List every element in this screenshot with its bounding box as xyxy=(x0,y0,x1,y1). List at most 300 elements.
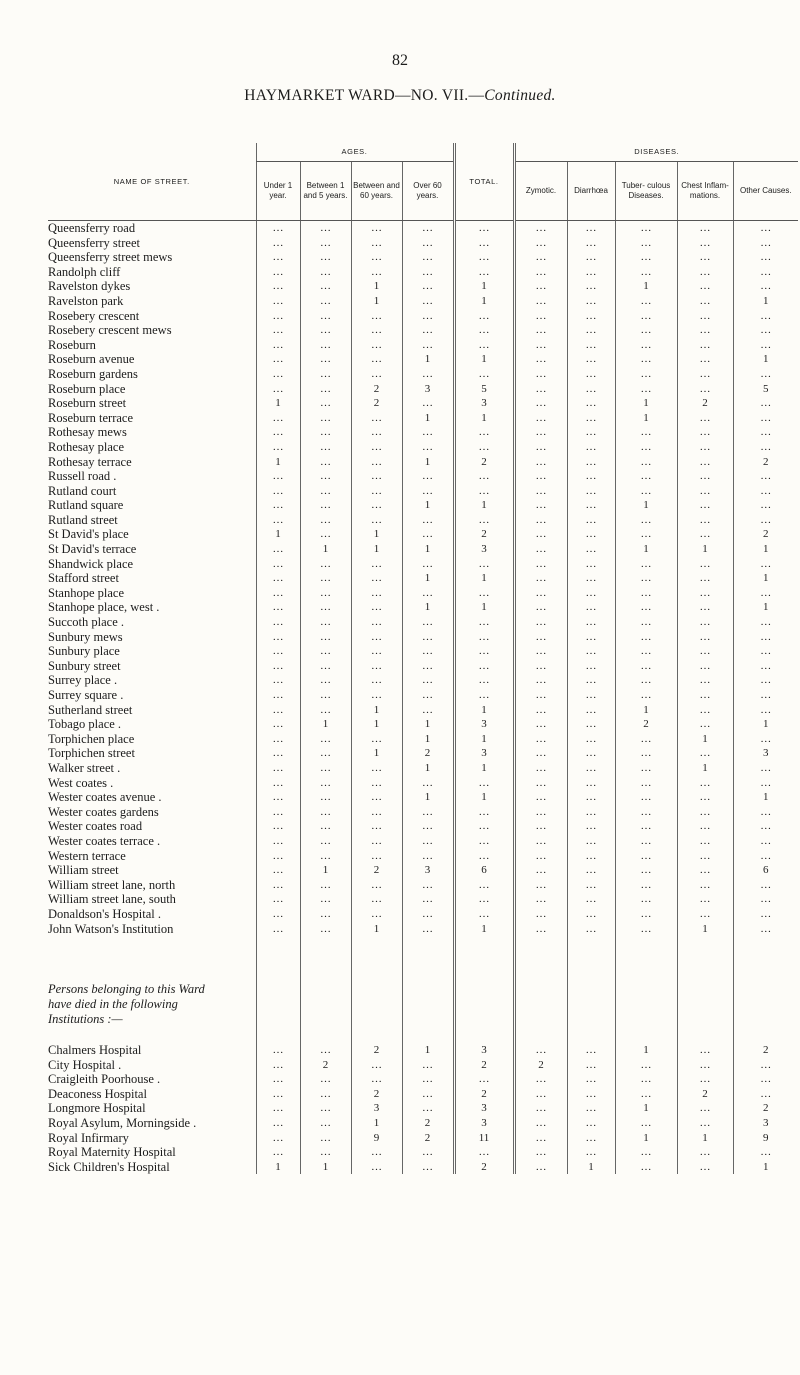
over-60-cell: … xyxy=(402,907,454,922)
zymotic-cell: … xyxy=(514,279,567,294)
street-row xyxy=(48,907,798,922)
total-cell: … xyxy=(454,1145,514,1160)
institution-row xyxy=(48,1160,798,1175)
tubercular-cell: 1 xyxy=(615,396,677,411)
between-5-60-cell: 1 xyxy=(351,746,402,761)
diarrhoea-cell: … xyxy=(567,571,615,586)
chest-cell: … xyxy=(677,469,733,484)
diarrhoea-cell: … xyxy=(567,1101,615,1116)
zymotic-cell: … xyxy=(514,586,567,601)
tubercular-cell: … xyxy=(615,1072,677,1087)
chest-header: Chest Inflam- mations. xyxy=(677,162,733,221)
other-causes-cell: 1 xyxy=(733,717,798,732)
total-cell: … xyxy=(454,805,514,820)
street-row-name-text: Western terrace xyxy=(48,848,126,863)
diarrhoea-cell: … xyxy=(567,1043,615,1058)
other-causes-cell: … xyxy=(733,250,798,265)
over-60-header: Over 60 years. xyxy=(402,162,454,221)
institutions-heading-text: have died in the following xyxy=(48,997,178,1012)
under-1-cell: … xyxy=(256,425,300,440)
total-cell: 2 xyxy=(454,527,514,542)
total-cell: … xyxy=(454,819,514,834)
zymotic-cell: … xyxy=(514,382,567,397)
under-1-cell: 1 xyxy=(256,1160,300,1175)
over-60-cell: … xyxy=(402,323,454,338)
total-cell: … xyxy=(454,221,514,236)
street-row xyxy=(48,294,798,309)
zymotic-cell: … xyxy=(514,790,567,805)
street-row-name-text: Wester coates terrace . xyxy=(48,833,161,848)
street-row-name xyxy=(48,250,256,265)
other-causes-cell: … xyxy=(733,805,798,820)
street-row-name xyxy=(48,892,256,907)
diarrhoea-cell: … xyxy=(567,790,615,805)
street-row-name-text: St David's terrace xyxy=(48,542,137,557)
tubercular-cell: … xyxy=(615,746,677,761)
chest-cell: 1 xyxy=(677,1131,733,1146)
total-cell: 3 xyxy=(454,1116,514,1131)
other-causes-cell: 1 xyxy=(733,352,798,367)
chest-cell: … xyxy=(677,688,733,703)
chest-cell: … xyxy=(677,863,733,878)
street-row xyxy=(48,571,798,586)
total-cell: … xyxy=(454,367,514,382)
over-60-cell: … xyxy=(402,527,454,542)
diarrhoea-cell: … xyxy=(567,323,615,338)
between-1-5-cell: … xyxy=(300,498,351,513)
over-60-cell: 3 xyxy=(402,382,454,397)
institution-row xyxy=(48,1116,798,1131)
street-row-name xyxy=(48,630,256,645)
over-60-cell: … xyxy=(402,688,454,703)
zymotic-cell: … xyxy=(514,922,567,937)
total-cell: … xyxy=(454,892,514,907)
under-1-cell: … xyxy=(256,484,300,499)
institution-row xyxy=(48,1101,798,1116)
tubercular-cell: … xyxy=(615,644,677,659)
diarrhoea-cell: … xyxy=(567,688,615,703)
street-row xyxy=(48,615,798,630)
diarrhoea-cell: … xyxy=(567,1087,615,1102)
institutions-heading-line xyxy=(48,997,798,1012)
between-1-5-cell: 1 xyxy=(300,863,351,878)
other-causes-cell: 1 xyxy=(733,790,798,805)
street-row xyxy=(48,834,798,849)
chest-cell: … xyxy=(677,338,733,353)
chest-cell: … xyxy=(677,849,733,864)
zymotic-cell: … xyxy=(514,805,567,820)
under-1-cell: … xyxy=(256,878,300,893)
chest-cell: … xyxy=(677,1116,733,1131)
diarrhoea-cell: … xyxy=(567,878,615,893)
under-1-cell: 1 xyxy=(256,455,300,470)
street-row xyxy=(48,805,798,820)
other-causes-cell: … xyxy=(733,513,798,528)
chest-cell: … xyxy=(677,557,733,572)
institutions-heading-line xyxy=(48,1012,798,1027)
total-cell: … xyxy=(454,513,514,528)
total-cell: 1 xyxy=(454,732,514,747)
street-row xyxy=(48,659,798,674)
street-row-name-text: Roseburn street xyxy=(48,396,127,411)
street-row-name-text: Torphichen place xyxy=(48,731,135,746)
zymotic-cell: … xyxy=(514,630,567,645)
street-row-name-text: Surrey place . xyxy=(48,673,118,688)
zymotic-header: Zymotic. xyxy=(514,162,567,221)
institution-row-name xyxy=(48,1072,256,1087)
between-1-5-cell: … xyxy=(300,513,351,528)
chest-cell: … xyxy=(677,630,733,645)
chest-cell: … xyxy=(677,834,733,849)
zymotic-cell: … xyxy=(514,776,567,791)
institution-row-name-text: Sick Children's Hospital xyxy=(48,1159,170,1174)
between-5-60-cell: 2 xyxy=(351,1087,402,1102)
between-5-60-cell: … xyxy=(351,221,402,236)
street-row xyxy=(48,469,798,484)
diarrhoea-cell: … xyxy=(567,411,615,426)
street-row-name xyxy=(48,761,256,776)
chest-cell: 1 xyxy=(677,761,733,776)
between-1-5-cell: … xyxy=(300,849,351,864)
under-1-cell: … xyxy=(256,513,300,528)
diarrhoea-cell: … xyxy=(567,513,615,528)
over-60-cell: … xyxy=(402,703,454,718)
under-1-cell: … xyxy=(256,892,300,907)
tubercular-cell: 1 xyxy=(615,498,677,513)
total-cell: 1 xyxy=(454,571,514,586)
between-5-60-cell: … xyxy=(351,236,402,251)
zymotic-cell: … xyxy=(514,849,567,864)
over-60-cell: … xyxy=(402,922,454,937)
street-row-name xyxy=(48,673,256,688)
under-1-cell: … xyxy=(256,834,300,849)
street-row-name xyxy=(48,571,256,586)
between-5-60-cell: … xyxy=(351,571,402,586)
street-row xyxy=(48,279,798,294)
street-row-name xyxy=(48,586,256,601)
institution-row-name-text: Longmore Hospital xyxy=(48,1101,146,1116)
tubercular-cell: … xyxy=(615,732,677,747)
under-1-cell: … xyxy=(256,557,300,572)
tubercular-cell: … xyxy=(615,863,677,878)
total-header: TOTAL. xyxy=(454,143,514,221)
between-1-5-cell: … xyxy=(300,411,351,426)
tubercular-cell: … xyxy=(615,455,677,470)
street-row-name xyxy=(48,819,256,834)
under-1-cell: … xyxy=(256,1131,300,1146)
between-5-60-cell: 1 xyxy=(351,527,402,542)
chest-cell: … xyxy=(677,1072,733,1087)
street-row-name-text: Sunbury place xyxy=(48,644,120,659)
under-1-cell: 1 xyxy=(256,527,300,542)
total-cell: … xyxy=(454,338,514,353)
street-row-name xyxy=(48,644,256,659)
over-60-cell: … xyxy=(402,221,454,236)
total-cell: … xyxy=(454,265,514,280)
zymotic-cell: … xyxy=(514,1043,567,1058)
tubercular-cell: … xyxy=(615,615,677,630)
institution-row-name xyxy=(48,1145,256,1160)
between-5-60-cell: 3 xyxy=(351,1101,402,1116)
total-cell: 2 xyxy=(454,1087,514,1102)
between-1-5-cell: … xyxy=(300,922,351,937)
total-cell: 6 xyxy=(454,863,514,878)
other-causes-cell: … xyxy=(733,834,798,849)
between-1-5-cell: … xyxy=(300,469,351,484)
zymotic-cell: … xyxy=(514,644,567,659)
tubercular-cell: … xyxy=(615,922,677,937)
between-1-5-cell: … xyxy=(300,1116,351,1131)
total-cell: … xyxy=(454,688,514,703)
chest-cell: … xyxy=(677,484,733,499)
under-1-cell: … xyxy=(256,673,300,688)
zymotic-cell: … xyxy=(514,323,567,338)
street-row xyxy=(48,411,798,426)
diarrhoea-cell: … xyxy=(567,644,615,659)
chest-cell: … xyxy=(677,746,733,761)
between-5-60-cell: … xyxy=(351,630,402,645)
other-causes-cell: … xyxy=(733,498,798,513)
zymotic-cell: … xyxy=(514,513,567,528)
total-cell: 3 xyxy=(454,746,514,761)
under-1-cell: … xyxy=(256,236,300,251)
total-cell: … xyxy=(454,615,514,630)
between-1-5-cell: … xyxy=(300,1043,351,1058)
between-5-60-cell: … xyxy=(351,659,402,674)
between-1-5-cell: … xyxy=(300,878,351,893)
between-1-5-cell: … xyxy=(300,484,351,499)
under-1-cell: … xyxy=(256,411,300,426)
other-causes-cell: 1 xyxy=(733,600,798,615)
between-1-5-cell: … xyxy=(300,630,351,645)
other-causes-cell: … xyxy=(733,279,798,294)
street-row-name-text: Rosebery crescent xyxy=(48,308,140,323)
between-5-60-cell: 1 xyxy=(351,294,402,309)
street-row xyxy=(48,863,798,878)
over-60-cell: … xyxy=(402,1145,454,1160)
tubercular-cell: … xyxy=(615,878,677,893)
diarrhoea-cell: … xyxy=(567,542,615,557)
chest-cell: 2 xyxy=(677,1087,733,1102)
diarrhoea-cell: … xyxy=(567,367,615,382)
total-cell: … xyxy=(454,673,514,688)
other-causes-cell: … xyxy=(733,309,798,324)
street-row-name xyxy=(48,236,256,251)
diarrhoea-cell: … xyxy=(567,907,615,922)
between-5-60-cell: 1 xyxy=(351,703,402,718)
over-60-cell: 1 xyxy=(402,571,454,586)
total-cell: 1 xyxy=(454,294,514,309)
between-5-60-cell: … xyxy=(351,907,402,922)
street-row-name xyxy=(48,265,256,280)
street-row-name-text: Roseburn gardens xyxy=(48,366,138,381)
other-causes-cell: 5 xyxy=(733,382,798,397)
ages-header: AGES. xyxy=(256,143,454,162)
other-causes-cell: … xyxy=(733,236,798,251)
chest-cell: 2 xyxy=(677,396,733,411)
other-causes-cell: … xyxy=(733,1087,798,1102)
between-5-60-cell: … xyxy=(351,498,402,513)
street-row-name xyxy=(48,703,256,718)
street-row xyxy=(48,630,798,645)
institution-row-name-text: Royal Infirmary xyxy=(48,1130,129,1145)
between-5-60-cell: … xyxy=(351,790,402,805)
street-row-name xyxy=(48,878,256,893)
zymotic-cell: … xyxy=(514,265,567,280)
under-1-cell: … xyxy=(256,440,300,455)
other-causes-cell: 6 xyxy=(733,863,798,878)
tubercular-cell: 1 xyxy=(615,542,677,557)
between-1-5-cell: … xyxy=(300,892,351,907)
zymotic-cell: … xyxy=(514,527,567,542)
street-row xyxy=(48,542,798,557)
street-row-name-text: Russell road . xyxy=(48,469,117,484)
diarrhoea-cell: … xyxy=(567,498,615,513)
between-1-5-cell: … xyxy=(300,600,351,615)
under-1-cell: … xyxy=(256,1072,300,1087)
chest-cell: … xyxy=(677,527,733,542)
between-5-60-cell: … xyxy=(351,455,402,470)
other-causes-cell: … xyxy=(733,922,798,937)
chest-cell: 1 xyxy=(677,542,733,557)
street-row-name-text: Stanhope place xyxy=(48,585,125,600)
between-1-5-cell: … xyxy=(300,1145,351,1160)
other-causes-cell: … xyxy=(733,673,798,688)
between-1-5-cell: 1 xyxy=(300,717,351,732)
zymotic-cell: … xyxy=(514,878,567,893)
street-row-name-text: Wester coates gardens xyxy=(48,804,159,819)
total-cell: … xyxy=(454,469,514,484)
total-cell: … xyxy=(454,323,514,338)
street-row-name xyxy=(48,484,256,499)
under-1-cell: … xyxy=(256,630,300,645)
between-1-5-cell: … xyxy=(300,1087,351,1102)
over-60-cell: … xyxy=(402,849,454,864)
total-cell: 1 xyxy=(454,279,514,294)
between-5-60-cell: … xyxy=(351,761,402,776)
institution-row-name xyxy=(48,1087,256,1102)
diarrhoea-cell: … xyxy=(567,703,615,718)
under-1-cell: … xyxy=(256,746,300,761)
under-1-cell: … xyxy=(256,352,300,367)
tubercular-cell: 1 xyxy=(615,1101,677,1116)
under-1-cell: … xyxy=(256,688,300,703)
tubercular-cell: … xyxy=(615,469,677,484)
chest-cell: … xyxy=(677,805,733,820)
institution-row-name xyxy=(48,1116,256,1131)
other-causes-cell: … xyxy=(733,644,798,659)
tubercular-cell: … xyxy=(615,1058,677,1073)
street-row-name xyxy=(48,907,256,922)
other-causes-cell: … xyxy=(733,688,798,703)
street-row-name xyxy=(48,411,256,426)
diarrhoea-cell: … xyxy=(567,1116,615,1131)
chest-cell: … xyxy=(677,440,733,455)
street-row-name-text: Roseburn avenue xyxy=(48,352,135,367)
chest-cell: … xyxy=(677,250,733,265)
other-causes-cell: 2 xyxy=(733,527,798,542)
diarrhoea-cell: … xyxy=(567,294,615,309)
street-row-name-text: Queensferry road xyxy=(48,221,136,235)
between-5-60-cell: … xyxy=(351,425,402,440)
over-60-cell: … xyxy=(402,892,454,907)
other-causes-cell: … xyxy=(733,469,798,484)
over-60-cell: … xyxy=(402,659,454,674)
street-row xyxy=(48,484,798,499)
between-1-5-cell: … xyxy=(300,746,351,761)
chest-cell: … xyxy=(677,600,733,615)
street-row-name xyxy=(48,323,256,338)
zymotic-cell: … xyxy=(514,542,567,557)
street-row-name xyxy=(48,849,256,864)
zymotic-cell: … xyxy=(514,1145,567,1160)
street-row-name-text: Rothesay terrace xyxy=(48,454,132,469)
diarrhoea-cell: … xyxy=(567,352,615,367)
street-row-name xyxy=(48,440,256,455)
other-causes-cell: … xyxy=(733,586,798,601)
diarrhoea-cell: … xyxy=(567,279,615,294)
over-60-cell: 1 xyxy=(402,761,454,776)
street-row xyxy=(48,367,798,382)
institutions-heading-line xyxy=(48,982,798,997)
other-causes-cell: … xyxy=(733,323,798,338)
street-row-name-text: William street lane, south xyxy=(48,892,176,907)
chest-cell: … xyxy=(677,382,733,397)
diarrhoea-cell: … xyxy=(567,600,615,615)
under-1-cell: … xyxy=(256,600,300,615)
institution-row-name xyxy=(48,1058,256,1073)
total-cell: … xyxy=(454,236,514,251)
chest-cell: … xyxy=(677,411,733,426)
between-5-60-cell: … xyxy=(351,513,402,528)
tubercular-cell: … xyxy=(615,250,677,265)
diarrhoea-cell: … xyxy=(567,221,615,236)
other-causes-cell: 9 xyxy=(733,1131,798,1146)
over-60-cell: … xyxy=(402,615,454,630)
diarrhoea-cell: … xyxy=(567,746,615,761)
street-row-name xyxy=(48,498,256,513)
chest-cell: … xyxy=(677,455,733,470)
other-causes-cell: … xyxy=(733,819,798,834)
street-row-name xyxy=(48,382,256,397)
between-5-60-cell: … xyxy=(351,1145,402,1160)
chest-cell: … xyxy=(677,644,733,659)
institution-row-name-text: Royal Asylum, Morningside . xyxy=(48,1116,197,1131)
institution-row-name xyxy=(48,1131,256,1146)
over-60-cell: 1 xyxy=(402,411,454,426)
between-1-5-cell: … xyxy=(300,615,351,630)
street-row xyxy=(48,221,798,236)
between-5-60-cell: … xyxy=(351,338,402,353)
tubercular-cell: … xyxy=(615,1145,677,1160)
between-1-5-cell: … xyxy=(300,571,351,586)
diarrhoea-cell: … xyxy=(567,455,615,470)
between-5-60-cell: … xyxy=(351,600,402,615)
mortality-table xyxy=(48,143,798,1174)
street-row xyxy=(48,878,798,893)
chest-cell: … xyxy=(677,615,733,630)
other-causes-cell: 1 xyxy=(733,542,798,557)
over-60-cell: … xyxy=(402,644,454,659)
institution-row xyxy=(48,1131,798,1146)
under-1-cell: … xyxy=(256,586,300,601)
under-1-cell: … xyxy=(256,849,300,864)
street-row-name xyxy=(48,776,256,791)
between-5-60-cell: … xyxy=(351,776,402,791)
over-60-cell: … xyxy=(402,513,454,528)
total-cell: 1 xyxy=(454,352,514,367)
zymotic-cell: … xyxy=(514,615,567,630)
